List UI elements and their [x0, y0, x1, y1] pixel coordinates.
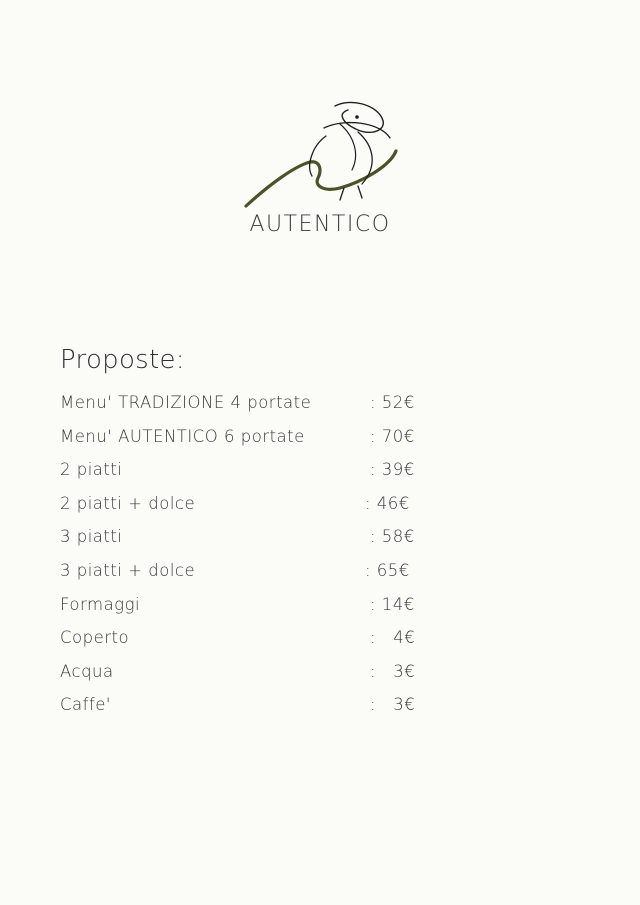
menu-item [60, 390, 480, 424]
menu-item-name: 3 piatti + dolce [60, 560, 196, 580]
menu-item [60, 491, 480, 525]
menu-heading: Proposte: [60, 345, 185, 375]
menu-item-name: Acqua [60, 661, 114, 681]
menu-item [60, 457, 480, 491]
menu-item-price: : 3€ [370, 661, 416, 681]
menu-item-price: : 70€ [370, 426, 415, 446]
menu-item [60, 659, 480, 693]
menu-item-price: : 46€ [365, 493, 410, 513]
menu-item-name: 2 piatti [60, 460, 123, 480]
menu-item [60, 558, 480, 592]
menu-item-price: : 4€ [370, 628, 416, 648]
menu-item-price: : 3€ [370, 695, 416, 715]
menu-item-price: : 14€ [370, 594, 415, 614]
menu-item-name: 3 piatti [60, 527, 123, 547]
menu-item [60, 524, 480, 558]
brand-name: AUTENTICO [249, 212, 391, 237]
menu-item-name: Menu' TRADIZIONE 4 portate [60, 393, 312, 412]
menu-item-price: : 52€ [370, 393, 415, 412]
menu-list [60, 390, 480, 726]
menu-item [60, 424, 480, 458]
menu-item [60, 625, 480, 659]
menu-item-name: Formaggi [60, 594, 141, 614]
menu-item [60, 692, 480, 726]
menu-item-name: Caffe' [60, 695, 111, 715]
menu-item-name: 2 piatti + dolce [60, 493, 196, 513]
menu-item-price: : 65€ [365, 560, 410, 580]
menu-item-price: : 39€ [370, 460, 415, 480]
menu-item-name: Coperto [60, 628, 130, 648]
menu-item-name: Menu' AUTENTICO 6 portate [60, 426, 305, 446]
menu-item-price: : 58€ [370, 527, 415, 547]
menu-item [60, 592, 480, 626]
